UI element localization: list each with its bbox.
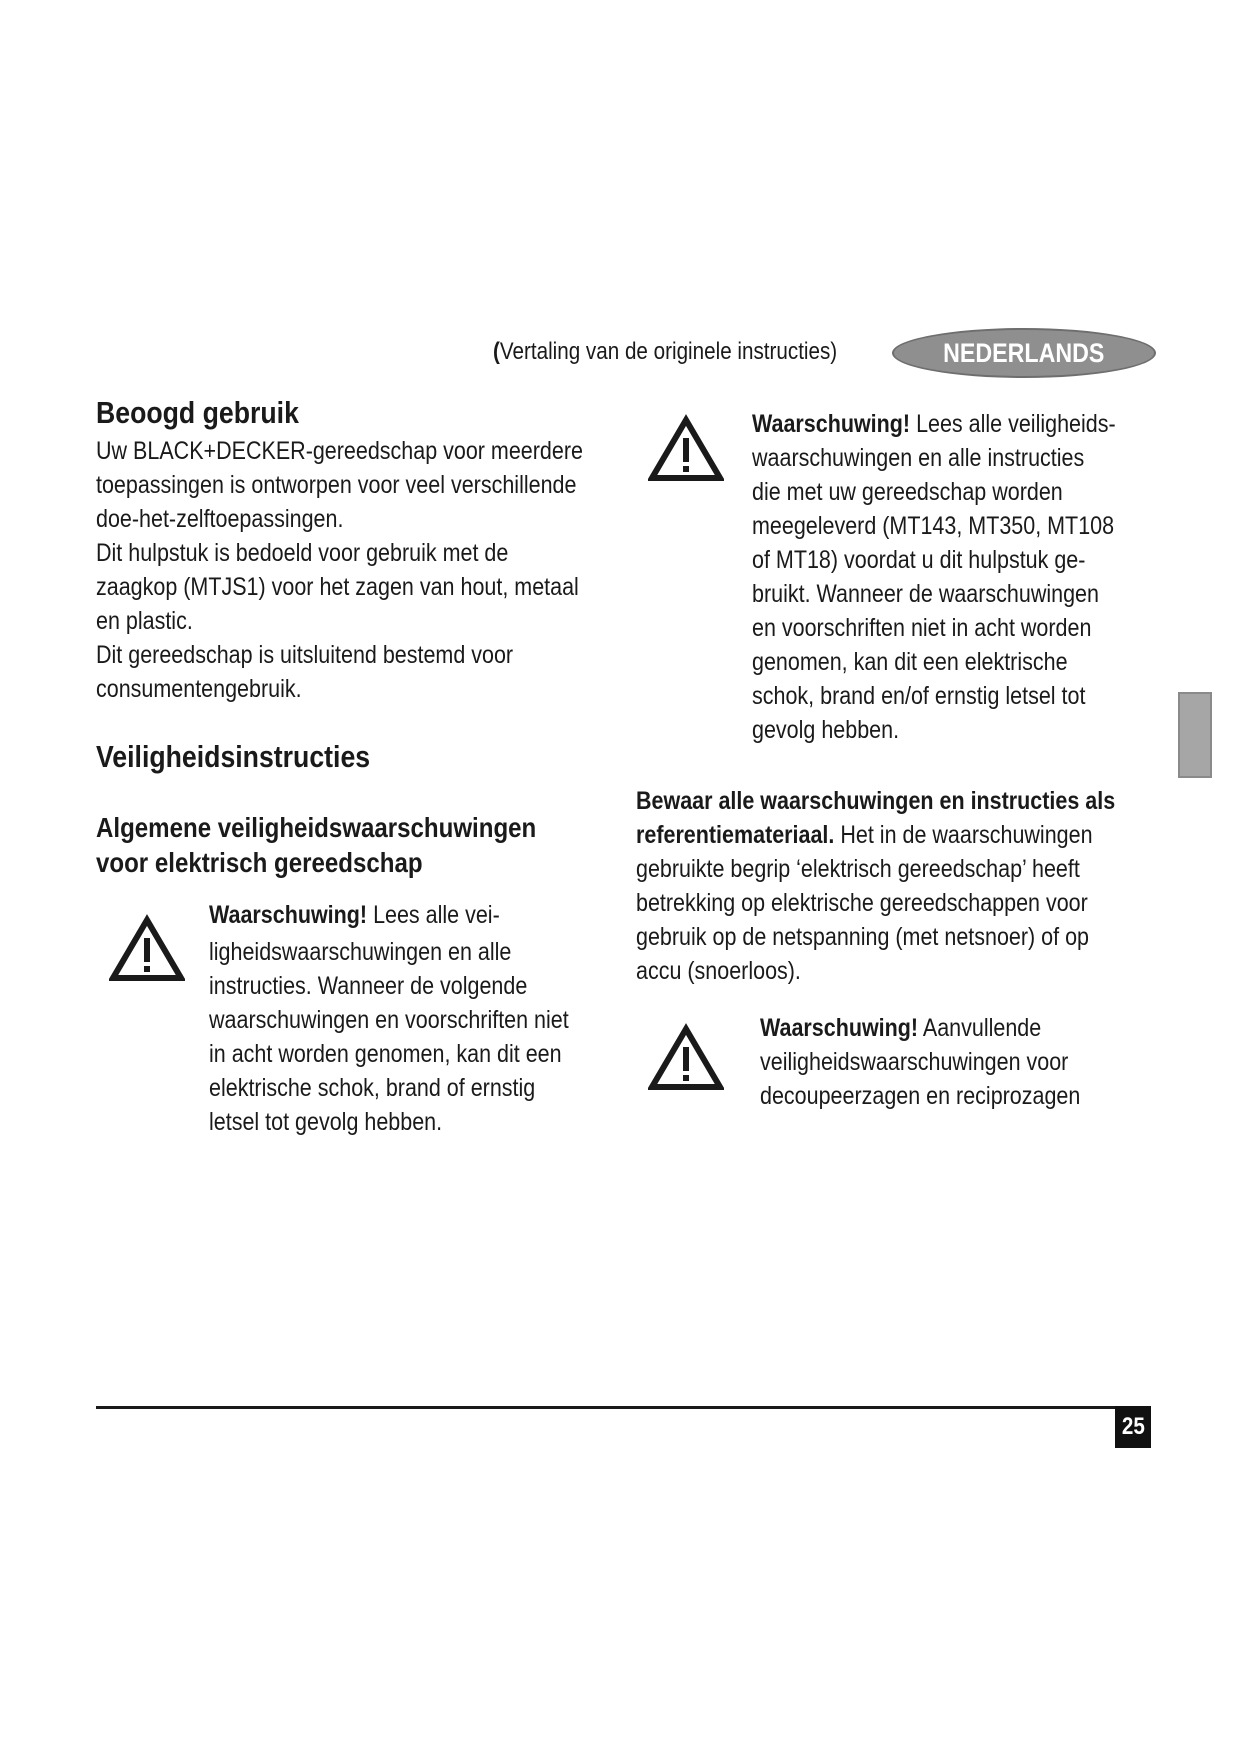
text-line: schok, brand en/of ernstig letsel tot: [752, 682, 1086, 710]
text-line: in acht worden genomen, kan dit een: [209, 1040, 562, 1068]
warning-triangle-icon: [109, 914, 185, 982]
text-line: meegeleverd (MT143, MT350, MT108: [752, 512, 1115, 540]
text-line: accu (snoerloos).: [636, 957, 801, 985]
section-tab-marker: [1178, 692, 1212, 778]
text-line: die met uw gereedschap worden: [752, 478, 1063, 506]
text-line: veiligheidswaarschuwingen voor: [760, 1048, 1069, 1076]
text-line: gevolg hebben.: [752, 716, 900, 744]
text-line: ligheidswaarschuwingen en alle: [209, 938, 512, 966]
text-line: en plastic.: [96, 607, 193, 635]
text-line: waarschuwingen en voorschriften niet: [209, 1006, 569, 1034]
text-line: Uw BLACK+DECKER-gereedschap voor meerdere: [96, 437, 583, 465]
text-line: toepassingen is ontworpen voor veel verschillende: [96, 471, 577, 499]
text-line: bruikt. Wanneer de waarschuwingen: [752, 580, 1099, 608]
text-line: Waarschuwing! Lees alle vei-: [209, 901, 500, 929]
text-line: en voorschriften niet in acht worden: [752, 614, 1092, 642]
text-line: Dit gereedschap is uitsluitend bestemd voor: [96, 641, 514, 669]
text-line: Dit hulpstuk is bedoeld voor gebruik met de: [96, 539, 509, 567]
heading-intended-use: Beoogd gebruik: [96, 395, 299, 430]
text-line: Waarschuwing! Lees alle veiligheids-: [752, 410, 1116, 438]
subheading-general-warnings-1: Algemene veiligheidswaarschuwingen: [96, 812, 537, 843]
text-line: betrekking op elektrische gereedschappen voor: [636, 889, 1088, 917]
text-line: instructies. Wanneer de volgende: [209, 972, 528, 1000]
warning-triangle-icon: [648, 414, 724, 482]
text-line: Waarschuwing! Aanvullende: [760, 1014, 1042, 1042]
text-line: waarschuwingen en alle instructies: [752, 444, 1085, 472]
subheading-general-warnings-2: voor elektrisch gereedschap: [96, 847, 423, 878]
text-line: doe-het-zelftoepassingen.: [96, 505, 344, 533]
text-line: decoupeerzagen en reciprozagen: [760, 1082, 1081, 1110]
text-line: consumentengebruik.: [96, 675, 302, 703]
text-line: letsel tot gevolg hebben.: [209, 1108, 443, 1136]
page-number: 25: [1115, 1406, 1151, 1448]
translation-open-paren: (: [493, 338, 500, 365]
text-line: elektrische schok, brand of ernstig: [209, 1074, 536, 1102]
warning-label: Waarschuwing!: [209, 901, 368, 929]
text-line: gebruik op de netspanning (met netsnoer) of op: [636, 923, 1089, 951]
text-line: of MT18) voordat u dit hulpstuk ge-: [752, 546, 1086, 574]
footer-rule: [96, 1406, 1118, 1409]
translation-text: Vertaling van de originele instructies): [499, 338, 838, 365]
text-line: Bewaar alle waarschuwingen en instructies als: [636, 787, 1116, 815]
text-line: gebruikte begrip ‘elektrisch gereedschap’ heeft: [636, 855, 1080, 883]
translation-note: [493, 338, 893, 366]
warning-label: Waarschuwing!: [760, 1014, 919, 1042]
text-line: referentiemateriaal. Het in de waarschuwingen: [636, 821, 1093, 849]
heading-safety-instructions: Veiligheidsinstructies: [96, 739, 371, 774]
text-line: zaagkop (MTJS1) voor het zagen van hout, metaal: [96, 573, 579, 601]
language-badge: NEDERLANDS: [892, 328, 1156, 378]
text-line: genomen, kan dit een elektrische: [752, 648, 1068, 676]
warning-label: Waarschuwing!: [752, 410, 911, 438]
warning-triangle-icon: [648, 1023, 724, 1091]
